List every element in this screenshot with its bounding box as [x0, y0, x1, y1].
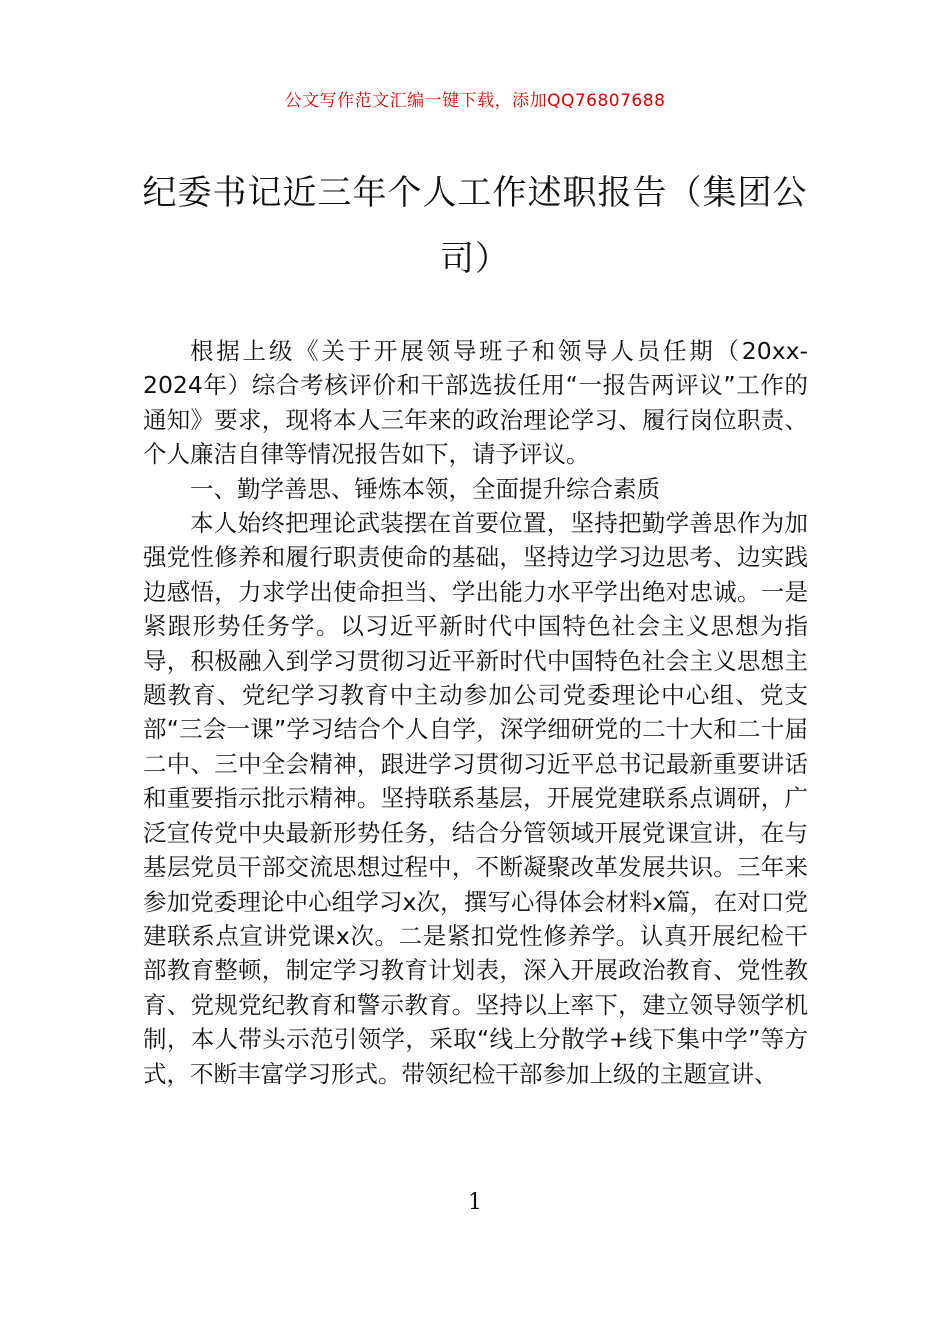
intro-paragraph: 根据上级《关于开展领导班子和领导人员任期（20xx-2024年）综合考核评价和干部选拔任用“一报告两评议”工作的通知》要求，现将本人三年来的政治理论学习、履行岗位职责、个人廉洁自律等情况报告如下，请予评议。 [143, 337, 808, 469]
section-heading: 一、勤学善思、锤炼本领，全面提升综合素质 [190, 474, 660, 503]
document-title: 纪委书记近三年个人工作述职报告（集团公司） [142, 173, 808, 279]
page-number: 1 [468, 1190, 482, 1215]
body-paragraph: 本人始终把理论武装摆在首要位置，坚持把勤学善思作为加强党性修养和履行职责使命的基础，坚持边学习边思考、边实践边感悟，力求学出使命担当、学出能力水平学出绝对忠诚。一是紧跟形势任务学。以习近平新时代中国特色社会主义思想为指导，积极融入到学习贯彻习近平新时代中国特色社会主义思想主题教育、党纪学习教育中主动参加公司党委理论中心组、党支部“三会一课”学习结合个人自学，深学细研党的二十大和二十届二中、三中全会精神，跟进学习贯彻习近平总书记最新重要讲话和重要指示批示精神。坚持联系基层，开展党建联系点调研，广泛宣传党中央最新形势任务，结合分管领域开展党课宣讲，在与基层党员干部交流思想过程中，不断凝聚改革发展共识。三年来参加党委理论中心组学习x次，撰写心得体会材料x篇，在对口党建联系点宣讲党课x次。二是紧扣党性修养学。认真开展纪检干部教育整顿，制定学习教育计划表，深入开展政治教育、党性教育、党规党纪教育和警示教育。坚持以上率下，建立领导领学机制，本人带头示范引领学，采取“线上分散学+线下集中学”等方式，不断丰富学习形式。带领纪检干部参加上级的主题宣讲、 [143, 509, 808, 1088]
promo-banner: 公文写作范文汇编一键下载，添加QQ76807688 [284, 91, 666, 111]
document-body [143, 334, 808, 1091]
